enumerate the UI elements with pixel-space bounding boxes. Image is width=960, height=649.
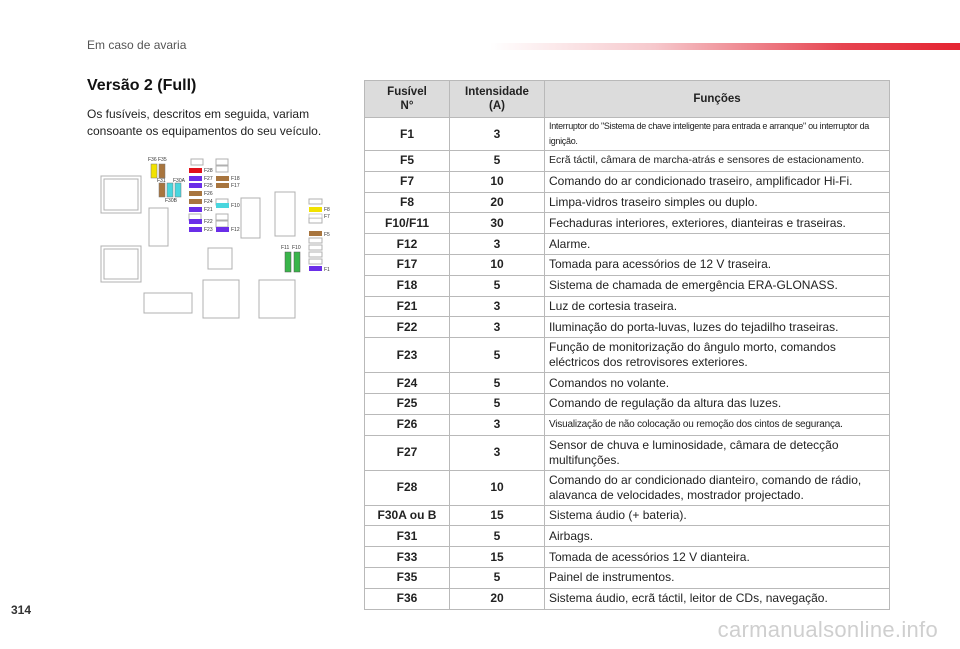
fuse-f23 xyxy=(189,227,202,232)
fuse-f27 xyxy=(189,176,202,181)
label-f21: F21 xyxy=(204,207,213,213)
label-f24: F24 xyxy=(204,199,213,205)
cell-fuse: F12 xyxy=(365,234,450,255)
label-f23: F23 xyxy=(204,227,213,233)
section-title: Versão 2 (Full) xyxy=(87,77,197,94)
cell-fuse: F31 xyxy=(365,526,450,547)
label-f1: F1 xyxy=(324,267,330,273)
cell-amps: 3 xyxy=(450,317,545,338)
cell-fuse: F10/F11 xyxy=(365,213,450,234)
cell-fuse: F27 xyxy=(365,435,450,470)
cell-fuse: F35 xyxy=(365,567,450,588)
fuse-f24 xyxy=(189,199,202,204)
diagram-block xyxy=(149,208,168,246)
cell-amps: 5 xyxy=(450,393,545,414)
label-f18: F18 xyxy=(231,176,240,182)
cell-function: Comandos no volante. xyxy=(545,373,890,394)
cell-amps: 5 xyxy=(450,151,545,172)
cell-amps: 20 xyxy=(450,192,545,213)
label-f30b: F30B xyxy=(165,198,177,204)
fuse-f17 xyxy=(216,183,229,188)
cell-function: Ecrã táctil, câmara de marcha-atrás e sensores de estacionamento. xyxy=(545,151,890,172)
table-row xyxy=(365,254,890,275)
table-row xyxy=(365,526,890,547)
fuse-f8 xyxy=(309,207,322,212)
fuse-f1 xyxy=(309,266,322,271)
table-row xyxy=(365,588,890,609)
cell-amps: 5 xyxy=(450,567,545,588)
cell-function: Sistema áudio, ecrã táctil, leitor de CDs, navegação. xyxy=(545,588,890,609)
diagram-block xyxy=(259,280,295,318)
label-f36: F36 xyxy=(148,157,157,163)
label-f31: F31 xyxy=(157,178,166,184)
table-row xyxy=(365,373,890,394)
cell-function: Sensor de chuva e luminosidade, câmara de detecção multifunções. xyxy=(545,435,890,470)
cell-amps: 20 xyxy=(450,588,545,609)
label-f22: F22 xyxy=(204,219,213,225)
cell-function: Fechaduras interiores, exteriores, dianteiras e traseiras. xyxy=(545,213,890,234)
fuse-f21 xyxy=(189,207,202,212)
cell-fuse: F1 xyxy=(365,118,450,151)
cell-function: Alarme. xyxy=(545,234,890,255)
table-row xyxy=(365,275,890,296)
cell-amps: 10 xyxy=(450,254,545,275)
cell-fuse: F23 xyxy=(365,338,450,373)
cell-function: Sistema áudio (+ bateria). xyxy=(545,505,890,526)
cell-function: Tomada de acessórios 12 V dianteira. xyxy=(545,547,890,568)
header-amps xyxy=(450,81,545,118)
label-f28: F28 xyxy=(204,168,213,174)
header-fuse-line1: Fusível xyxy=(387,86,427,98)
table-row xyxy=(365,296,890,317)
fuse-f30a xyxy=(167,183,173,197)
fuse-f31 xyxy=(159,183,165,197)
cell-amps: 5 xyxy=(450,526,545,547)
cell-function: Airbags. xyxy=(545,526,890,547)
cell-fuse: F28 xyxy=(365,470,450,505)
header-funcs: Funções xyxy=(545,81,890,118)
diagram-block xyxy=(144,293,192,313)
cell-amps: 30 xyxy=(450,213,545,234)
fuse-f35 xyxy=(159,164,165,178)
fuse-f22 xyxy=(189,219,202,224)
diagram-block xyxy=(101,176,141,213)
cell-amps: 5 xyxy=(450,338,545,373)
fuse-f18 xyxy=(216,176,229,181)
cell-fuse: F36 xyxy=(365,588,450,609)
cell-fuse: F33 xyxy=(365,547,450,568)
cell-function: Comando do ar condicionado traseiro, amplificador Hi-Fi. xyxy=(545,171,890,192)
table-row xyxy=(365,505,890,526)
diagram-block xyxy=(208,248,232,269)
fuse-f11 xyxy=(285,252,291,272)
cell-function: Iluminação do porta-luvas, luzes do tejadilho traseiras. xyxy=(545,317,890,338)
diagram-block xyxy=(241,198,260,238)
chapter-title: Em caso de avaria xyxy=(87,38,187,52)
page-number: 314 xyxy=(11,603,32,617)
cell-amps: 3 xyxy=(450,435,545,470)
cell-function: Tomada para acessórios de 12 V traseira. xyxy=(545,254,890,275)
header-fuse xyxy=(365,81,450,118)
table-row xyxy=(365,470,890,505)
table-row xyxy=(365,338,890,373)
cell-function: Comando do ar condicionado dianteiro, comando de rádio, alavanca de velocidades, mostrador projectado. xyxy=(545,470,890,505)
table-row xyxy=(365,393,890,414)
cell-fuse: F24 xyxy=(365,373,450,394)
intro-text: Os fusíveis, descritos em seguida, variam consoante os equipamentos do seu veículo. xyxy=(87,107,322,138)
fuse-f10 xyxy=(294,252,300,272)
cell-function: Visualização de não colocação ou remoção dos cintos de segurança. xyxy=(545,414,890,435)
label-f10: F10 xyxy=(292,245,301,251)
header-amps-line1: Intensidade xyxy=(465,86,529,98)
table-row xyxy=(365,171,890,192)
label-f17: F17 xyxy=(231,183,240,189)
cell-fuse: F25 xyxy=(365,393,450,414)
cell-amps: 15 xyxy=(450,505,545,526)
cell-amps: 10 xyxy=(450,171,545,192)
cell-amps: 5 xyxy=(450,373,545,394)
cell-fuse: F17 xyxy=(365,254,450,275)
label-f30a: F30A xyxy=(173,178,185,184)
cell-amps: 3 xyxy=(450,414,545,435)
table-row xyxy=(365,234,890,255)
cell-fuse: F26 xyxy=(365,414,450,435)
label-f35: F35 xyxy=(158,157,167,163)
diagram-block xyxy=(101,246,141,282)
cell-function: Comando de regulação da altura das luzes. xyxy=(545,393,890,414)
header-fuse-line2: N° xyxy=(400,100,414,112)
fuse-f5 xyxy=(309,231,322,236)
table-row xyxy=(365,192,890,213)
fuse-f36 xyxy=(151,164,157,178)
cell-function: Interruptor do "Sistema de chave inteligente para entrada e arranque" ou interruptor da ignição. xyxy=(545,118,890,151)
fuse-f26 xyxy=(189,191,202,196)
header-amps-line2: (A) xyxy=(489,100,505,112)
fuse-f7 xyxy=(309,214,322,218)
label-f7: F7 xyxy=(324,214,330,220)
header-accent-bar xyxy=(490,43,960,50)
cell-fuse: F18 xyxy=(365,275,450,296)
fuse-f12 xyxy=(216,227,229,232)
cell-fuse: F22 xyxy=(365,317,450,338)
diagram-block xyxy=(275,192,295,236)
cell-amps: 3 xyxy=(450,118,545,151)
cell-function: Limpa-vidros traseiro simples ou duplo. xyxy=(545,192,890,213)
fuse-f15 xyxy=(216,203,229,208)
cell-amps: 3 xyxy=(450,234,545,255)
table-row xyxy=(365,567,890,588)
label-f26: F26 xyxy=(204,191,213,197)
cell-function: Função de monitorização do ângulo morto, comandos eléctricos dos retrovisores exteriores. xyxy=(545,338,890,373)
fuse-f30b xyxy=(175,183,181,197)
cell-fuse: F7 xyxy=(365,171,450,192)
watermark: carmanualsonline.info xyxy=(717,617,938,642)
cell-fuse: F5 xyxy=(365,151,450,172)
cell-amps: 15 xyxy=(450,547,545,568)
cell-amps: 10 xyxy=(450,470,545,505)
label-f12: F12 xyxy=(231,227,240,233)
cell-function: Luz de cortesia traseira. xyxy=(545,296,890,317)
label-f8: F8 xyxy=(324,207,330,213)
cell-fuse: F8 xyxy=(365,192,450,213)
cell-amps: 3 xyxy=(450,296,545,317)
label-f27: F27 xyxy=(204,176,213,182)
cell-fuse: F30A ou B xyxy=(365,505,450,526)
cell-function: Sistema de chamada de emergência ERA-GLONASS. xyxy=(545,275,890,296)
table-row xyxy=(365,118,890,151)
cell-amps: 5 xyxy=(450,275,545,296)
fuse-table xyxy=(364,80,890,610)
diagram-block xyxy=(203,280,239,318)
fuse-f28 xyxy=(189,168,202,173)
label-f5: F5 xyxy=(324,232,330,238)
table-row xyxy=(365,317,890,338)
table-row xyxy=(365,547,890,568)
label-f25: F25 xyxy=(204,183,213,189)
fuse-box-diagram xyxy=(95,152,335,324)
table-row xyxy=(365,213,890,234)
cell-function: Painel de instrumentos. xyxy=(545,567,890,588)
table-row xyxy=(365,414,890,435)
cell-fuse: F21 xyxy=(365,296,450,317)
table-row xyxy=(365,151,890,172)
label-f10-mid: F10 xyxy=(231,203,240,209)
table-header-row xyxy=(365,81,890,118)
table-row xyxy=(365,435,890,470)
fuse-f25 xyxy=(189,183,202,188)
label-f11: F11 xyxy=(281,245,290,251)
